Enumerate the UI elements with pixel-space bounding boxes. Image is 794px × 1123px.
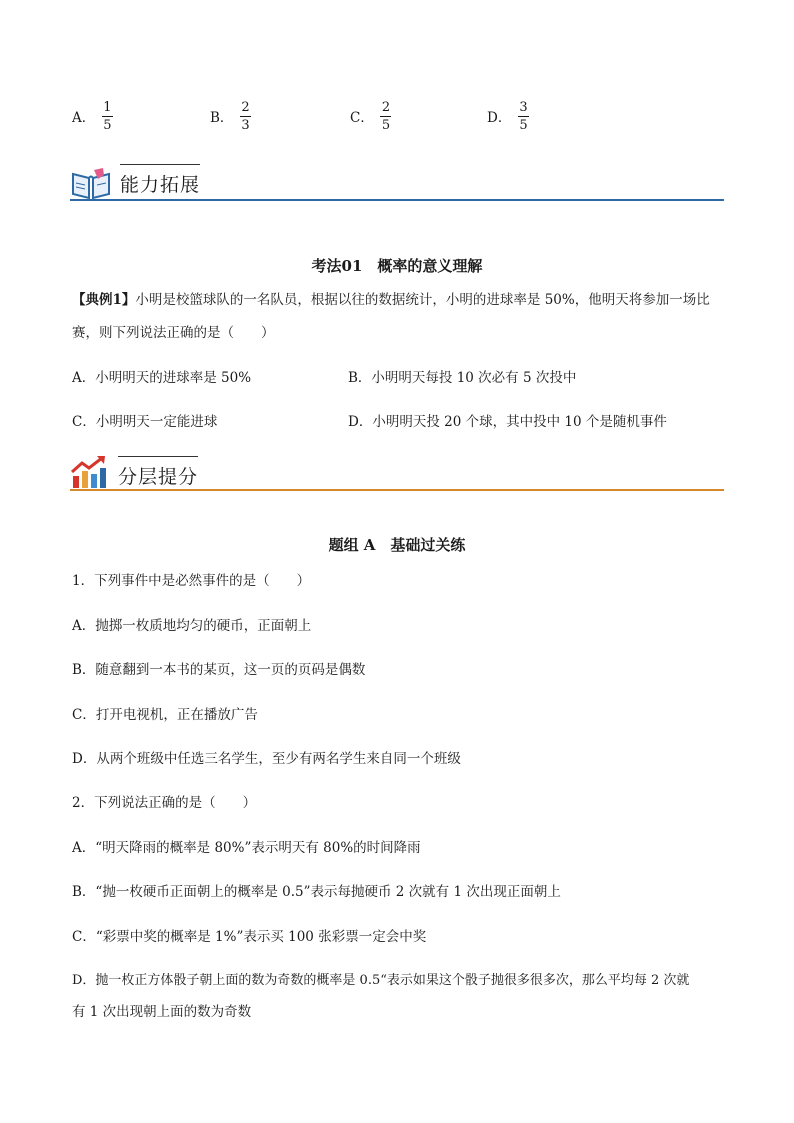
numerator: 3 [519,99,528,115]
question-2-option-a: A．“明天降雨的概率是 80%”表示明天有 80%的时间降雨 [72,840,421,856]
book-icon [70,166,112,200]
question-1-option-c: C．打开电视机，正在播放广告 [72,707,258,723]
option-label: D． [487,110,512,126]
kaofa-heading: 考法01 概率的意义理解 [311,257,483,275]
denominator: 5 [519,117,528,133]
numerator: 2 [241,99,250,115]
title-top-line [118,456,198,457]
numerator: 2 [381,99,391,115]
question-1-option-d: D．从两个班级中任选三名学生，至少有两名学生来自同一个班级 [72,751,461,767]
fraction-bar [102,116,113,117]
question-2-option-c: C．“彩票中奖的概率是 1%”表示买 100 张彩票一定会中奖 [72,929,427,945]
fraction [517,100,529,133]
fraction-bar [518,116,529,117]
question-1-stem: 1．下列事件中是必然事件的是（ ） [72,573,311,589]
tizu-heading: 题组 A 基础过关练 [328,536,466,554]
section-header-ability [70,162,724,204]
example-option-b: B．小明明天每投 10 次必有 5 次投中 [348,370,577,386]
example-tag: 【典例1】 [72,292,136,308]
fraction [380,100,392,133]
question-2-option-d: D．抛一枚正方体骰子朝上面的数为奇数的概率是 0.5“表示如果这个骰子抛很多很多次，那么平均每 2 次就 [72,973,690,988]
option-c [350,96,392,136]
example-option-c: C．小明明天一定能进球 [72,414,218,430]
fraction-bar [380,116,391,117]
question-1-option-b: B．随意翻到一本书的某页，这一页的页码是偶数 [72,662,366,678]
example-line-2: 赛，则下列说法正确的是（ ） [72,325,275,341]
section-title: 分层提分 [118,466,199,488]
title-top-line [120,164,200,165]
section-rule [70,489,724,491]
growth-chart-icon [70,454,110,490]
option-label: B． [210,110,234,126]
denominator: 3 [241,117,250,133]
question-2-stem: 2．下列说法正确的是（ ） [72,795,257,811]
denominator: 5 [381,117,391,133]
question-2-option-d-cont: 有 1 次出现朝上面的数为奇数 [72,1004,252,1020]
example-option-a: A．小明明天的进球率是 50% [72,370,252,386]
example-line-1 [72,290,710,310]
example-text: 小明是校篮球队的一名队员，根据以往的数据统计，小明的进球率是 50%，他明天将参加一场比 [135,292,710,308]
fraction [101,100,113,133]
fraction [239,100,251,133]
option-d [487,96,530,136]
numerator: 1 [103,99,112,115]
option-label: C． [350,110,374,126]
section-title: 能力拓展 [120,174,201,196]
question-1-option-a: A．抛掷一枚质地均匀的硬币，正面朝上 [72,618,312,634]
section-rule [70,199,724,201]
example-option-d: D．小明明天投 20 个球，其中投中 10 个是随机事件 [348,414,667,430]
option-b [210,96,252,136]
fraction-bar [240,116,251,117]
option-label: A． [72,110,96,126]
question-2-option-b: B．“抛一枚硬币正面朝上的概率是 0.5”表示每抛硬币 2 次就有 1 次出现正面朝上 [72,884,561,900]
denominator: 5 [103,117,112,133]
section-header-tiered [70,452,724,494]
option-a [72,96,114,136]
